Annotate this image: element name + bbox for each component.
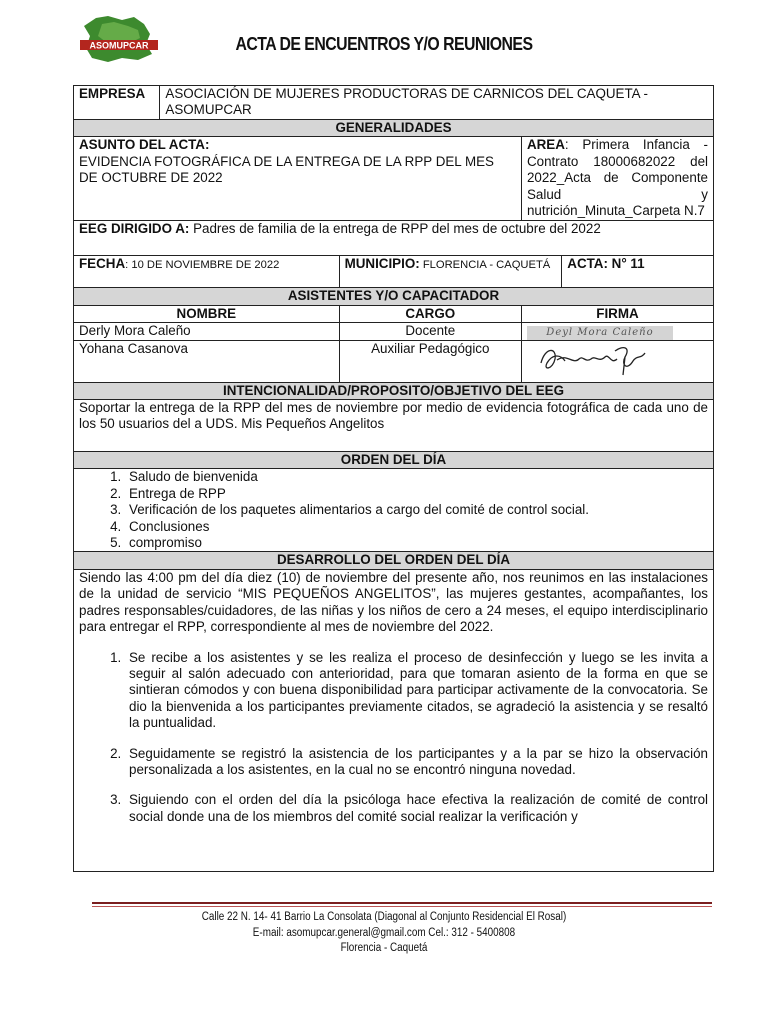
- footer: [54, 910, 714, 957]
- municipio-label: MUNICIPIO:: [344, 256, 420, 272]
- desarrollo-header: DESARROLLO DEL ORDEN DEL DÍA: [74, 552, 714, 569]
- asunto-row: [74, 137, 714, 221]
- eeg-label: EEG DIRIGIDO A:: [79, 221, 190, 237]
- asunto-value: EVIDENCIA FOTOGRÁFICA DE LA ENTREGA DE LA RPP DEL MES DE OCTUBRE DE 2022: [79, 153, 494, 186]
- asunto-label: ASUNTO DEL ACTA:: [79, 137, 210, 153]
- orden-header: ORDEN DEL DÍA: [74, 452, 714, 469]
- footer-rule: [92, 906, 712, 907]
- list-item: 3. Siguiendo con el orden del día la psicóloga hace efectiva la realización de comité de control social donde una de los miembros del comité social realizar la verificación y: [125, 792, 708, 825]
- list-item: 2. Seguidamente se registró la asistencia de los participantes y a la par se hizo la observación personalizada a los asistentes, en la cual no se encontró ninguna novedad.: [125, 746, 708, 779]
- empresa-row: [74, 86, 714, 120]
- desarrollo-list: [79, 650, 708, 826]
- asistente-row: [74, 323, 714, 341]
- list-item: 5. compromiso: [125, 535, 708, 551]
- intencionalidad-text: Soportar la entrega de la RPP del mes de noviembre por medio de evidencia fotográfica de cada uno de los 50 usuarios del a UDS. Mis Pequeños Angelitos: [74, 400, 714, 452]
- intencionalidad-header: INTENCIONALIDAD/PROPOSITO/OBJETIVO DEL EEG: [74, 382, 714, 399]
- document-title: ACTA DE ENCUENTROS Y/O REUNIONES: [235, 34, 533, 54]
- fecha-value: : 10 DE NOVIEMBRE DE 2022: [125, 259, 280, 272]
- fecha-cell: [74, 256, 340, 288]
- asistente-firma: [521, 323, 713, 341]
- footer-city: Florencia - Caquetá: [340, 942, 428, 954]
- list-item: 2. Entrega de RPP: [125, 486, 708, 502]
- municipio-cell: [339, 256, 562, 288]
- list-item: 1. Se recibe a los asistentes y se les realiza el proceso de desinfección y luego se les invita a seguir al salón adecuado con anterioridad, para que tomaran asiento de la forma en que se sintieran cómodos y con buena disponibilidad para participar activamente de la convocatoria. Se dio la bienvenida a los participantes previamente citados, se agradeció la asistencia y se resaltó la puntualidad.: [125, 650, 708, 732]
- footer-address: Calle 22 N. 14- 41 Barrio La Consolata (Diagonal al Conjunto Residencial El Rosal): [201, 911, 567, 923]
- signature-image: [527, 341, 657, 377]
- orden-list: [79, 469, 708, 551]
- footer-contact: E-mail: asomupcar.general@gmail.com Cel.: 312 - 5400808: [252, 926, 516, 939]
- asistente-nombre: Derly Mora Caleño: [74, 323, 340, 341]
- asistente-cargo: Auxiliar Pedagógico: [339, 341, 521, 382]
- eeg-row: [74, 221, 714, 256]
- desarrollo-intro: Siendo las 4:00 pm del día diez (10) de noviembre del presente año, nos reunimos en las instalaciones de la unidad de servicio “MIS PEQUEÑOS ANGELITOS”, las mujeres gestantes, acompañantes, los padres responsables/cuidadores, de las niñas y los niños de cero a 24 meses, el equipo interdisciplinario para entregar el RPP, correspondiente al mes de noviembre del 2022.: [79, 569, 708, 635]
- acta-number: ACTA: N° 11: [562, 256, 714, 288]
- area-label: AREA: [526, 137, 565, 153]
- eeg-value: Padres de familia de la entrega de RPP del mes de octubre del 2022: [189, 221, 601, 237]
- asistente-row: [74, 341, 714, 382]
- col-nombre: NOMBRE: [74, 305, 340, 322]
- asistentes-header: ASISTENTES Y/O CAPACITADOR: [74, 288, 714, 305]
- col-firma: FIRMA: [521, 305, 713, 322]
- generalidades-header: GENERALIDADES: [74, 120, 714, 137]
- empresa-label: EMPRESA: [74, 86, 160, 120]
- asistente-cargo: Docente: [339, 323, 521, 341]
- fecha-label: FECHA: [79, 256, 126, 272]
- area-cell: [521, 137, 713, 221]
- footer-rule: [92, 902, 712, 904]
- empresa-value: ASOCIACIÓN DE MUJERES PRODUCTORAS DE CARNICOS DEL CAQUETA - ASOMUPCAR: [160, 86, 714, 120]
- logo-text: ASOMUPCAR: [89, 40, 149, 51]
- asunto-cell: [74, 137, 522, 221]
- col-cargo: CARGO: [339, 305, 521, 322]
- list-item: 1. Saludo de bienvenida: [125, 469, 708, 485]
- orden-list-cell: [74, 469, 714, 552]
- municipio-value: FLORENCIA - CAQUETÁ: [419, 259, 551, 272]
- area-value: : Primera Infancia - Contrato 18000682022 del 2022_Acta de Componente Salud y nutrición_Minuta_Carpeta N.7: [526, 137, 708, 219]
- signature-image: Deyl Mora Caleño: [527, 326, 673, 340]
- asistente-firma: [521, 341, 713, 382]
- acta-table: [73, 85, 714, 872]
- fecha-row: [74, 256, 714, 288]
- list-item: 4. Conclusiones: [125, 519, 708, 535]
- desarrollo-cell: [74, 569, 714, 871]
- list-item: 3. Verificación de los paquetes alimentarios a cargo del comité de control social.: [125, 502, 708, 518]
- eeg-cell: [74, 221, 714, 256]
- asistente-nombre: Yohana Casanova: [74, 341, 340, 382]
